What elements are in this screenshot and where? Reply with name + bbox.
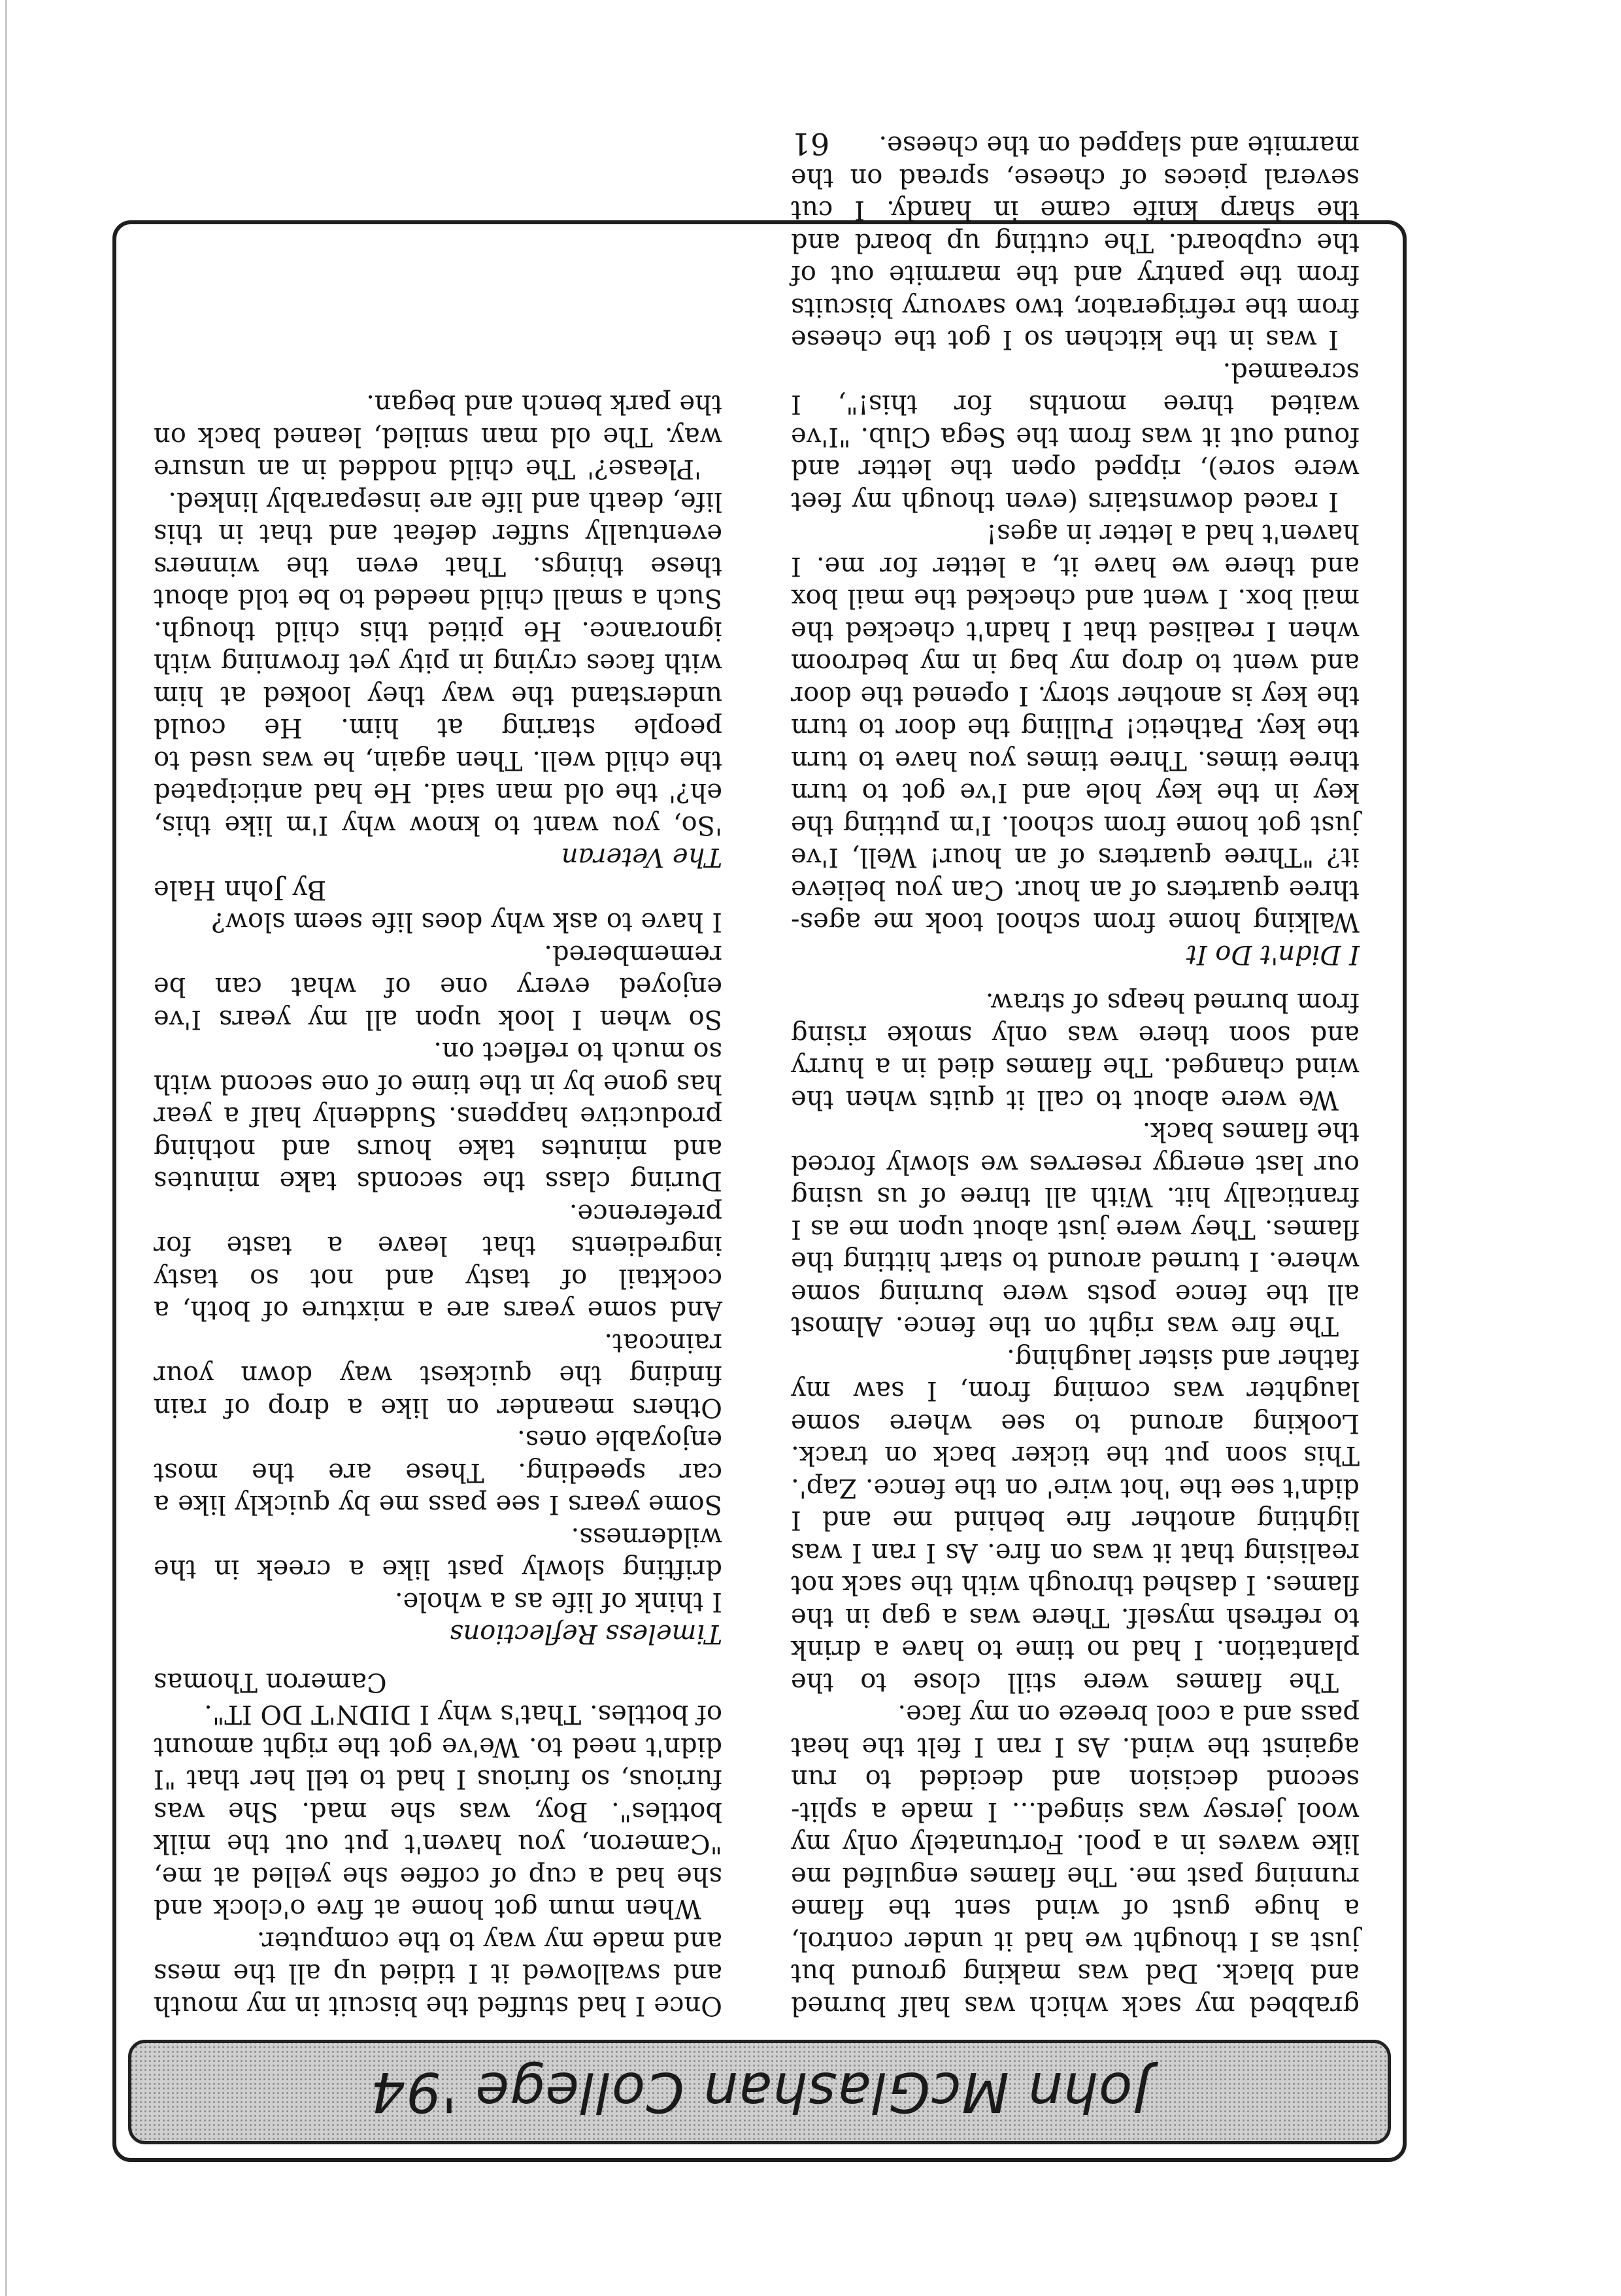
left-column [791,129,1360,2021]
header-title: John McGlashan College '94 [369,2060,1150,2124]
story-heading-the-veteran: The Veteran [561,842,722,873]
story-heading-i-didnt-do-it: I Didn't Do It [1186,939,1360,970]
poem-line-7: So when I look upon all my years I've enjoyed every one of what can be remembered. [154,939,722,1034]
poem-heading-timeless-reflections: Timeless Reflections [449,1619,722,1649]
right-paragraph-3: 'So, you want to know why I'm like this, eh?' the old man said. He had anticipated the child well. Then again, he was used to people staring at him. He could understand the way they looked at him with faces crying in pity yet frowning with ignorance. He pitied this child though. Such a small child needed to be told about these things. That even the winners eventually suffer defeat and that in this life, death and life are inseparably linked. [154,486,722,840]
poem-line-5: And some years are a mixture of both, a cocktail of tasty and not so tasty ingredients that leave a taste for preference. [154,1198,722,1326]
left-paragraph-5: Walking home from school took me ages-three quarters of an hour. Can you believe it? "Three quarters of an hour! Well, I've just got home from school. I'm putting the key in the key hole and I've got to turn three times. Three times you have to turn the key. Pathetic! Pulling the door to turn the key is another story. I opened the door and went to drop my bag in my bedroom when I realised that I hadn't checked the mail box. I went and checked the mail box and there we have it, a letter for me. I haven't had a letter in ages! [791,518,1360,937]
left-paragraph-7: I was in the kitchen so I got the cheese from the refrigerator, two savoury biscuits from the pantry and the marmite out of the cupboard. The cutting up board and the sharp knife came in handy. I cut several pieces of cheese, spread on the marmite and slapped on the cheese. [791,130,1360,355]
left-paragraph-4: We were about to call it quits when the wind changed. The flames died in a hurry and soon there was only smoke rising from burned heaps of straw. [791,987,1360,1115]
right-paragraph-4: 'Please?' The child nodded in an unsure way. The old man smiled, leaned back on the park bench and began. [154,389,722,484]
poem-line-1: I think of life as a whole. [394,1587,722,1617]
poem-line-8: I have to ask why does life seem slow? [211,907,722,937]
left-paragraph-1: grabbed my sack which was half burned and black. Dad was making ground but just as I thought we had it under control, a huge gust of wind sent the flame running past me. The flames engulfed me like waves in a pool. Fortunately only my wool jersey was singed... I made a split-second decision and decided to run against the wind. As I ran I felt the heat pass and a cool breeze on my face. [791,1699,1360,2021]
poem-line-2: drifting slowly past like a creek in the wilderness. [154,1522,722,1585]
poem-line-3: Some years I see pass me by quickly like a car speeding. These are the most enjoyable ones. [154,1425,722,1520]
left-paragraph-6: I raced downstairs (even though my feet were sore), ripped open the letter and found out it was from the Sega Club. "I've waited three months for this!", I screamed. [791,357,1360,516]
left-paragraph-2: The flames were still close to the plantation. I had no time to have a drink to refresh myself. There was a gap in the flames. I dashed through with the sack not realising that it was on fire. As I ran I was lighting another fire behind me and I didn't see the 'hot wire' on the fence. Zap'. This soon put the ticker back on track. Looking around to see where some laughter was coming from, I saw my father and sister laughing. [791,1343,1360,1697]
author-john-hale: By John Hale [154,875,327,905]
poem-line-6: During class the seconds take minutes and minutes take hours and nothing productive happens. Suddenly half a year has gone by in the time of one second with so much to reflect on. [154,1036,722,1196]
author-cameron-thomas: Cameron Thomas [154,1667,387,1697]
header-banner [128,2040,1391,2144]
page-number: 61 [791,126,830,161]
right-column [154,388,722,2021]
right-paragraph-2: When mum got home at five o'clock and she had a cup of coffee she yelled at me, "Cameron, you haven't put out the milk bottles". Boy, was she mad. She was furious, so furious I had to tell her that "I didn't need to. We've got the right amount of bottles. That's why I DIDN'T DO IT". [154,1699,722,1924]
right-paragraph-1: Once I had stuffed the biscuit in my mouth and swallowed it I tidied up all the mess and made my way to the computer. [154,1926,722,2021]
poem-line-4: Others meander on like a drop of rain finding the quickest way down your raincoat. [154,1328,722,1423]
left-paragraph-3: The fire was right on the fence. Almost all the fence posts were burning some where. I turned around to start hitting the flames. They were just about upon me as I frantically hit. With all three of us using our last energy reserves we slowly forced the flames back. [791,1117,1360,1342]
